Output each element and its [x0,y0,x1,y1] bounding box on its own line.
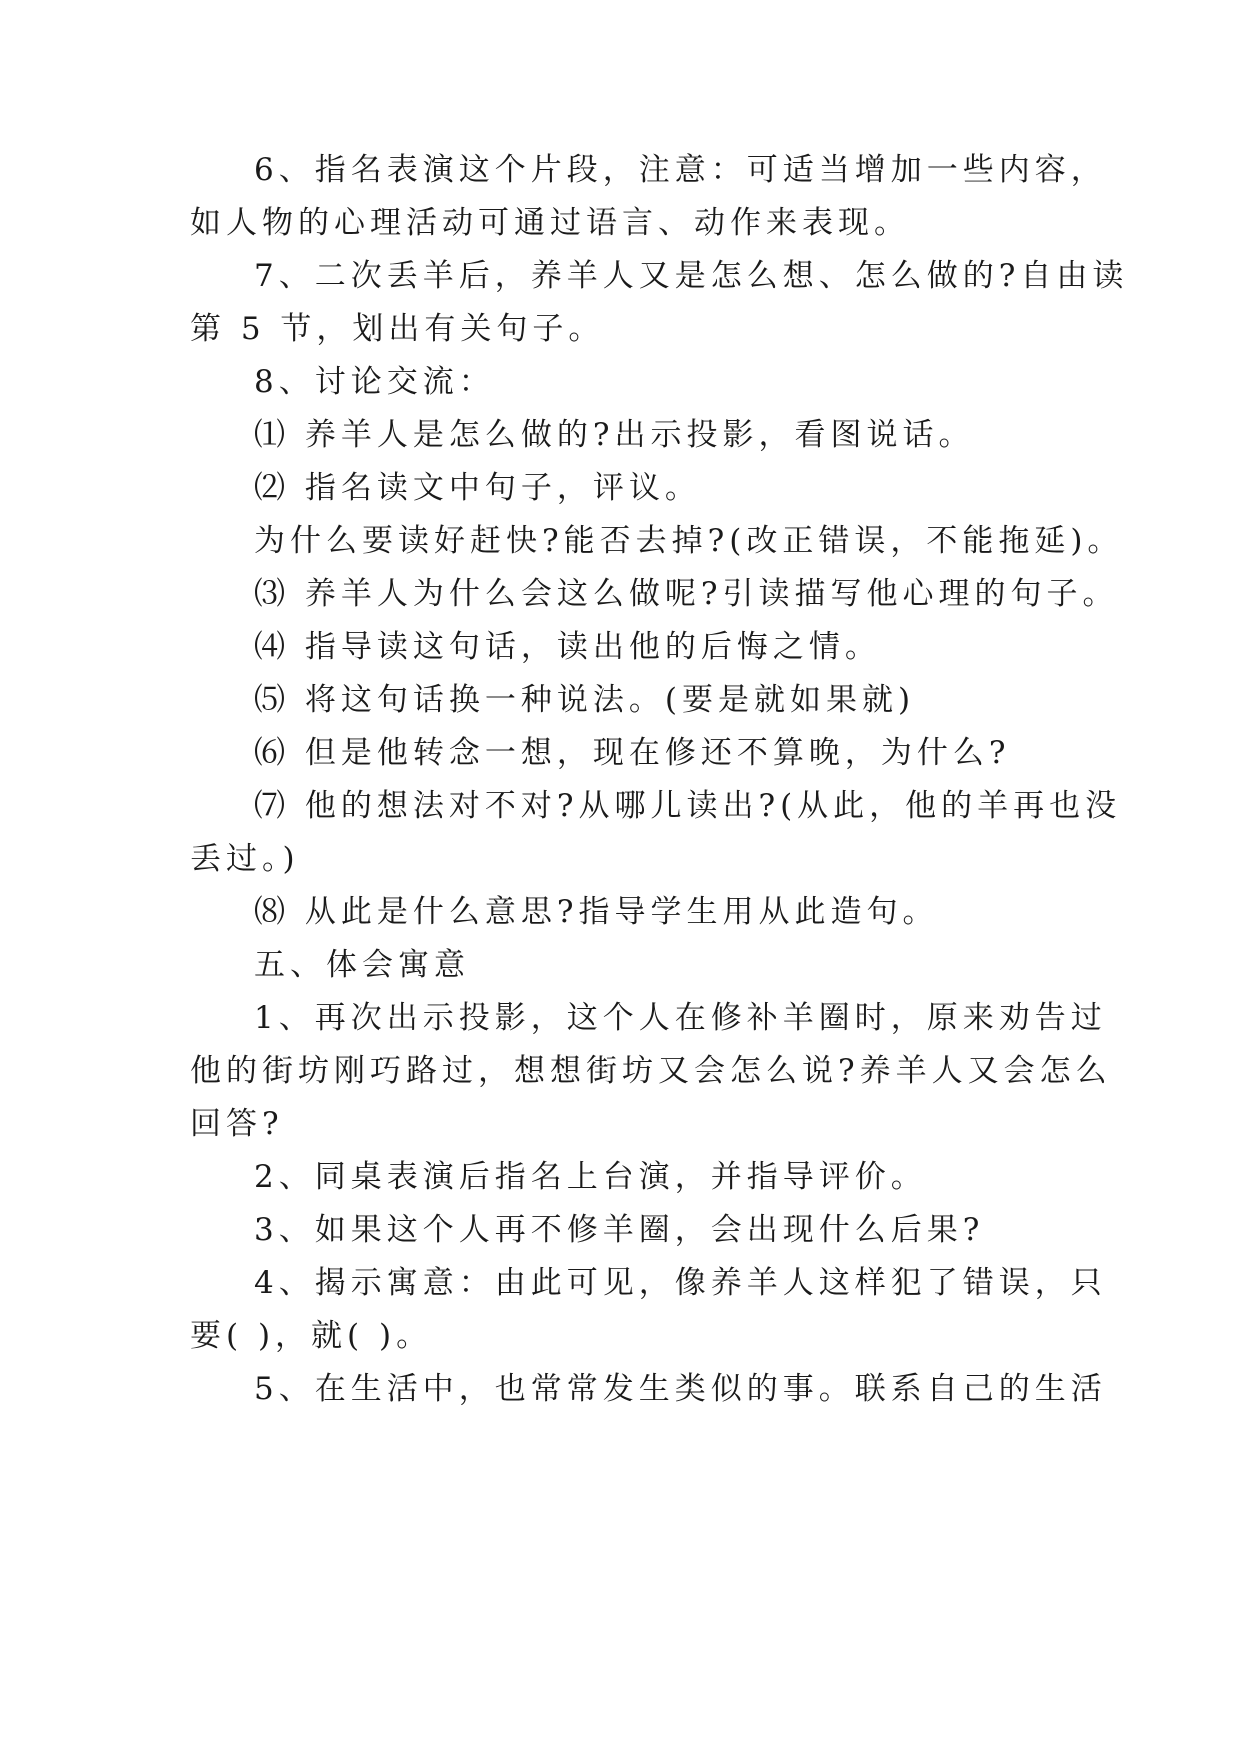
paragraph-line: 如人物的心理活动可通过语言、动作来表现。 [190,205,910,241]
paragraph-line: 8、讨论交流： [254,364,495,400]
paragraph-line: ⑷ 指导读这句话，读出他的后悔之情。 [254,629,881,665]
paragraph-line: 6、指名表演这个片段，注意：可适当增加一些内容， [254,152,1107,188]
paragraph-line: ⑹ 但是他转念一想，现在修还不算晚，为什么? [254,735,1011,771]
paragraph-line: ⑸ 将这句话换一种说法。(要是就如果就) [254,682,916,718]
paragraph-line: 1、再次出示投影，这个人在修补羊圈时，原来劝告过 [254,1000,1107,1036]
paragraph-line: 5、在生活中，也常常发生类似的事。联系自己的生活 [254,1371,1107,1407]
section-heading: 五、体会寓意 [254,947,470,983]
paragraph-line: 7、二次丢羊后，养羊人又是怎么想、怎么做的?自由读 [254,258,1129,294]
paragraph-line: ⑶ 养羊人为什么会这么做呢?引读描写他心理的句子。 [254,576,1119,612]
paragraph-line: ⑻ 从此是什么意思?指导学生用从此造句。 [254,894,939,930]
paragraph-line: 4、揭示寓意：由此可见，像养羊人这样犯了错误，只 [254,1265,1107,1301]
paragraph-line: ⑵ 指名读文中句子，评议。 [254,470,701,506]
paragraph-line: 回答? [190,1106,284,1142]
paragraph-line: 丢过。) [190,841,300,877]
paragraph-line: 2、同桌表演后指名上台演，并指导评价。 [254,1159,927,1195]
paragraph-line: 为什么要读好赶快?能否去掉?(改正错误，不能拖延)。 [254,523,1124,559]
paragraph-line: ⑴ 养羊人是怎么做的?出示投影，看图说话。 [254,417,975,453]
paragraph-line: 第 5 节，划出有关句子。 [190,311,605,347]
paragraph-line: 他的街坊刚巧路过，想想街坊又会怎么说?养羊人又会怎么 [190,1053,1112,1089]
paragraph-line: 3、如果这个人再不修羊圈，会出现什么后果? [254,1212,985,1248]
paragraph-line: ⑺ 他的想法对不对?从哪儿读出?(从此，他的羊再也没 [254,788,1122,824]
paragraph-line: 要( )，就( )。 [190,1318,433,1354]
